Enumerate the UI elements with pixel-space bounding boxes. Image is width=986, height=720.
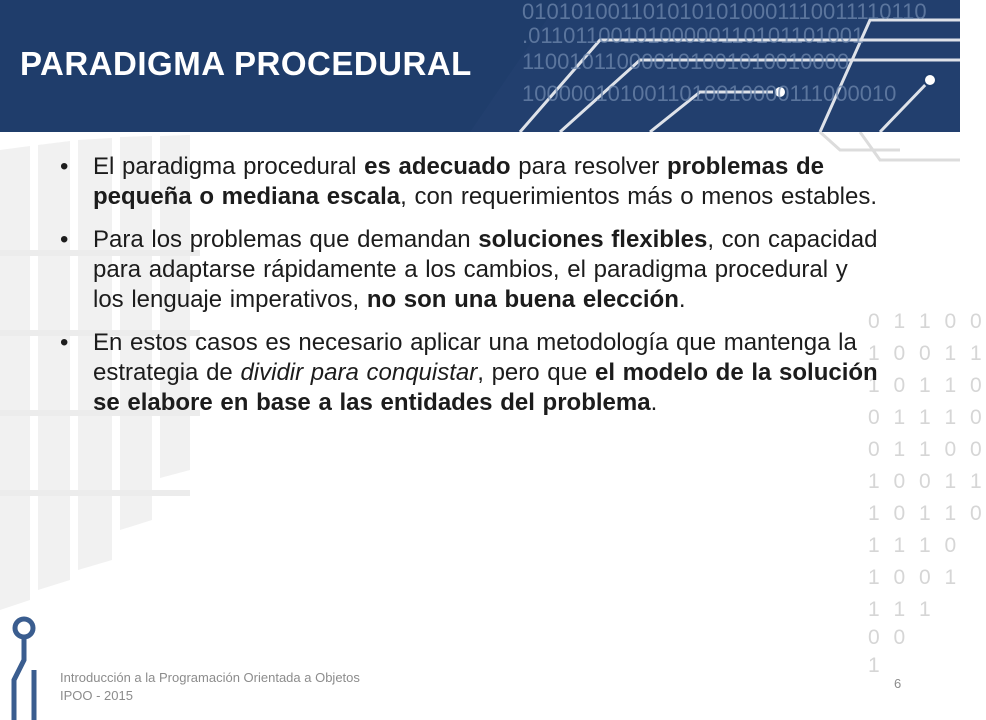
text-run: En estos casos es necesario aplicar una metodología que mantenga la estrategia de	[93, 329, 857, 386]
header-band	[0, 0, 960, 132]
text-run: Para los problemas que demandan	[93, 226, 479, 253]
bullet-item	[58, 152, 878, 212]
bullet-icon: •	[60, 226, 69, 253]
text-run: , pero que	[477, 359, 595, 386]
binary-digits: 1 1 1 0	[868, 534, 961, 557]
text-run: para resolver	[510, 153, 667, 180]
binary-digits: 1 0 0 1	[868, 566, 961, 589]
text-run: , con requerimientos más o menos estables.	[400, 183, 878, 210]
binary-text: .0110110010100000110101101001	[522, 23, 865, 48]
italic-text: dividir para conquistar	[240, 359, 478, 386]
bold-text: problemas de pequeña o mediana escala	[93, 153, 825, 210]
text-run: , con capacidad para adaptarse rápidamente a los cambios, el paradigma procedural y los lenguaje imperativos,	[93, 226, 878, 313]
text-run: .	[650, 389, 658, 416]
circuit-left	[14, 619, 34, 720]
binary-digits: 1 1 1	[868, 598, 935, 621]
binary-text: 0101010011010101010001110011110110	[522, 0, 927, 24]
bullet-item	[58, 328, 878, 418]
bullet-list	[58, 152, 878, 431]
bullet-icon: •	[60, 329, 69, 356]
binary-digits: 1 0 0 1 1	[868, 342, 986, 365]
bullet-icon: •	[60, 153, 69, 180]
binary-digits: 1 0 1 1 0	[868, 502, 986, 525]
binary-digits: 1	[868, 654, 884, 677]
text-run: .	[678, 286, 686, 313]
bold-text: soluciones flexibles	[478, 226, 708, 253]
bold-text: el modelo de la solución se elabore en base a las entidades del problema	[93, 359, 878, 416]
footer-year: IPOO - 2015	[60, 688, 133, 703]
binary-digits: 0 0	[868, 626, 910, 649]
binary-digits: 0 1 1 0 0	[868, 438, 986, 461]
circuit-node-icon	[924, 74, 936, 86]
binary-digits: 0 1 1 0 0	[868, 310, 986, 333]
binary-digits: 1 0 1 1 0	[868, 374, 986, 397]
binary-digits: 1 0 0 1 1	[868, 470, 986, 493]
text-run: El paradigma procedural	[93, 153, 365, 180]
page-number: 6	[894, 676, 902, 691]
binary-text: 110010110000101001010010000	[522, 49, 850, 74]
binary-digits: 0 1 1 1 0	[868, 406, 986, 429]
footer-course: Introducción a la Programación Orientada a Objetos	[60, 670, 360, 685]
bullet-item	[58, 225, 878, 315]
footer	[60, 669, 360, 705]
bold-text: no son una buena elección	[366, 286, 679, 313]
binary-text: 1000001010011010010000111000010	[522, 81, 897, 106]
slide-title: PARADIGMA PROCEDURAL	[20, 45, 472, 82]
bold-text: es adecuado	[364, 153, 511, 180]
